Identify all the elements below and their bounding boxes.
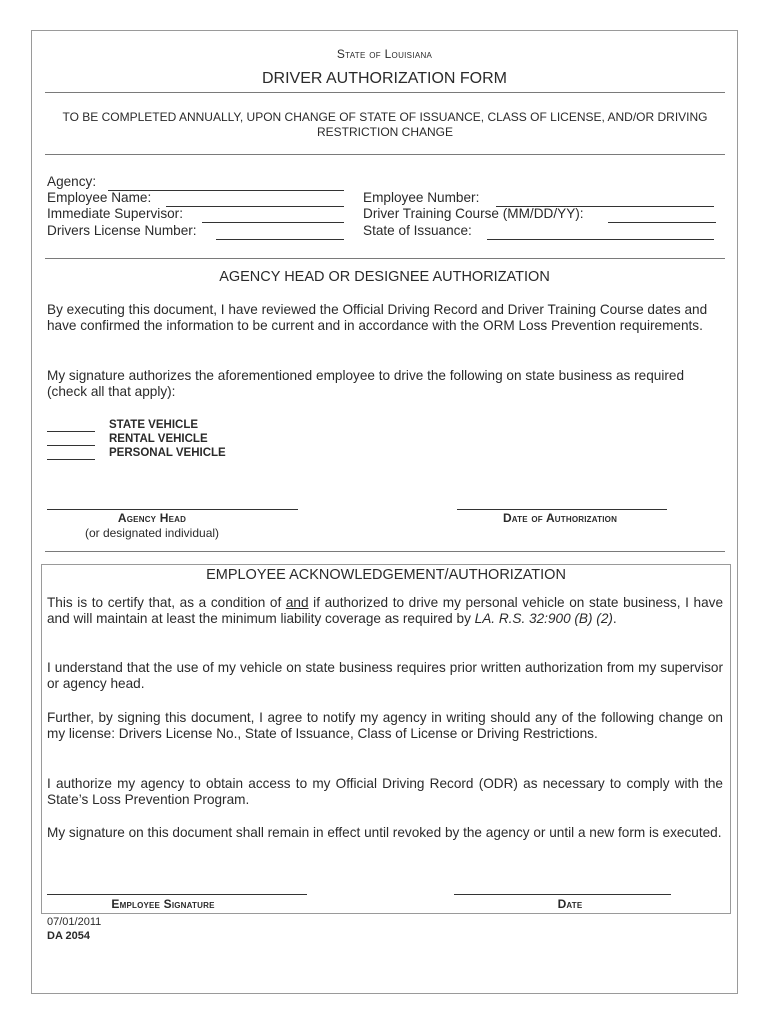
employee-name-field[interactable]: [166, 192, 344, 207]
rental-vehicle-checkbox[interactable]: [47, 433, 95, 446]
employee-paragraph-2: I understand that the use of my vehicle on state business requires prior written authorization from my supervisor or agency head.: [47, 660, 723, 691]
agency-label: Agency:: [47, 174, 97, 189]
personal-vehicle-checkbox[interactable]: [47, 447, 95, 460]
divider: [45, 258, 725, 259]
employee-date-line[interactable]: [454, 880, 671, 895]
state-vehicle-label: STATE VEHICLE: [109, 419, 199, 431]
authorization-date-line[interactable]: [457, 495, 667, 510]
employee-signature-line[interactable]: [47, 880, 307, 895]
employee-paragraph-3: Further, by signing this document, I agree to notify my agency in writing should any of the following change on my license: Drivers License No., State of Issuance, Class of License or Driving Restrictions.: [47, 710, 723, 741]
license-number-label: Drivers License Number:: [47, 223, 197, 238]
agency-head-signature-line[interactable]: [47, 495, 298, 510]
divider: [45, 551, 725, 552]
state-issuance-label: State of Issuance:: [363, 223, 472, 238]
agency-head-sublabel: (or designated individual): [84, 526, 220, 540]
agency-section-heading: AGENCY HEAD OR DESIGNEE AUTHORIZATION: [219, 269, 550, 285]
revision-date: 07/01/2011: [47, 916, 102, 928]
employee-paragraph-1: [47, 595, 723, 627]
agency-paragraph-2: My signature authorizes the aforementioned employee to drive the following on state business as required (check all that apply):: [47, 368, 685, 399]
agency-head-label: Agency Head: [117, 511, 187, 525]
statute-reference: LA. R.S. 32:900 (B) (2): [474, 611, 613, 626]
employee-section-heading: EMPLOYEE ACKNOWLEDGEMENT/AUTHORIZATION: [206, 567, 566, 583]
supervisor-label: Immediate Supervisor:: [47, 206, 183, 221]
employee-paragraph-5: My signature on this document shall remain in effect until revoked by the agency or until a new form is executed.: [47, 825, 722, 840]
paragraph-text: This is to certify that, as a condition of: [47, 595, 286, 610]
divider: [45, 154, 725, 155]
state-issuance-field[interactable]: [487, 225, 714, 240]
employee-date-label: Date: [557, 897, 583, 911]
paragraph-text: .: [612, 611, 617, 626]
state-label: State of Louisiana: [336, 47, 433, 61]
agency-paragraph-1: By executing this document, I have reviewed the Official Driving Record and Driver Training Course dates and have confirmed the information to be current and in accordance with the ORM Loss Prevention requirements.: [47, 302, 708, 333]
employee-number-field[interactable]: [496, 192, 714, 207]
employee-paragraph-4: I authorize my agency to obtain access to my Official Driving Record (ODR) as necessary to comply with the State’s Loss Prevention Program.: [47, 776, 723, 807]
employee-number-label: Employee Number:: [363, 190, 480, 205]
license-number-field[interactable]: [216, 225, 344, 240]
agency-field[interactable]: [108, 176, 344, 191]
state-vehicle-checkbox[interactable]: [47, 419, 95, 432]
training-course-field[interactable]: [608, 208, 716, 223]
emphasis-and: and: [285, 595, 309, 610]
authorization-date-label: Date of Authorization: [502, 511, 618, 525]
employee-name-label: Employee Name:: [47, 190, 152, 205]
paragraph-text: if authorized to drive my personal vehicle on state business, I have and will maintain at least the minimum liability coverage as required by: [47, 595, 723, 626]
training-course-label: Driver Training Course (MM/DD/YY):: [363, 206, 584, 221]
form-title: DRIVER AUTHORIZATION FORM: [261, 70, 508, 87]
form-number: DA 2054: [47, 930, 91, 942]
personal-vehicle-label: PERSONAL VEHICLE: [109, 447, 226, 459]
rental-vehicle-label: RENTAL VEHICLE: [109, 433, 208, 445]
divider: [45, 92, 725, 93]
instructions: TO BE COMPLETED ANNUALLY, UPON CHANGE OF STATE OF ISSUANCE, CLASS OF LICENSE, AND/OR DRIVING RESTRICTION CHANGE: [62, 110, 708, 139]
employee-signature-label: Employee Signature: [111, 897, 215, 911]
supervisor-field[interactable]: [202, 208, 344, 223]
